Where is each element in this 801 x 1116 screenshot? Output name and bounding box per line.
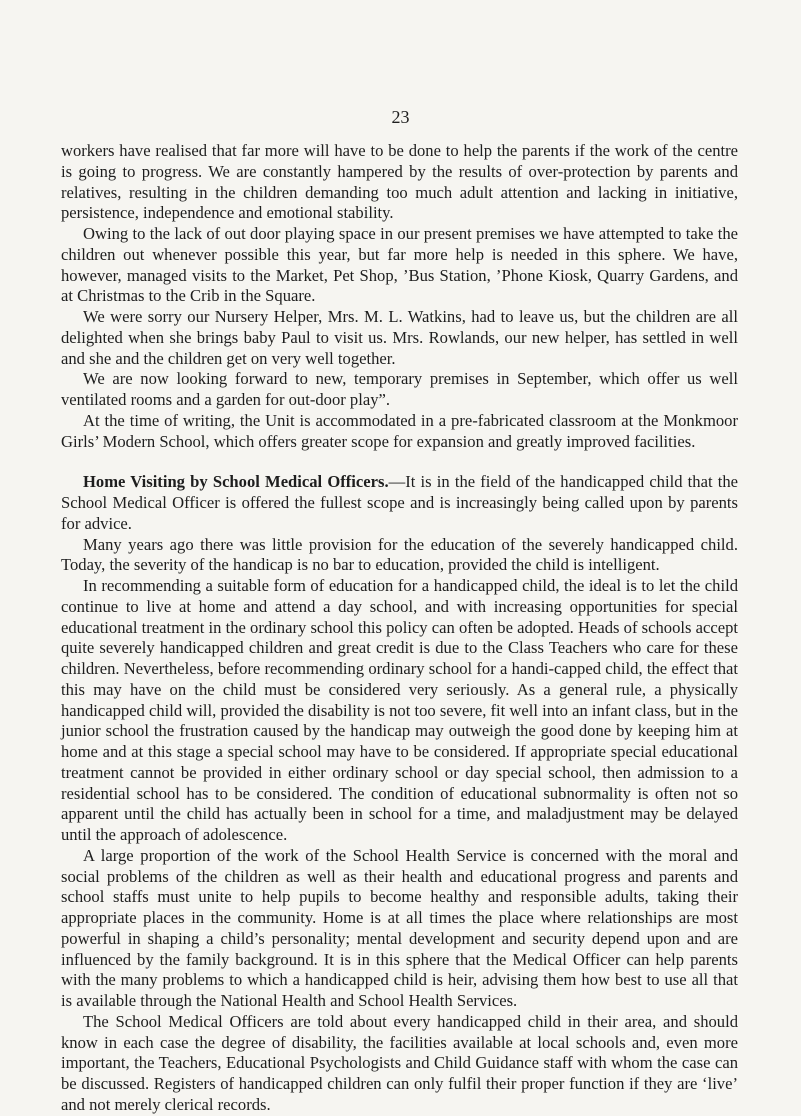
paragraph-nursery-helper: We were sorry our Nursery Helper, Mrs. M. L. Watkins, had to leave us, but the children are all delighted when she brings baby Paul to visit us. Mrs. Rowlands, our new helper, has settled in well and she and the children get on very well together. (61, 307, 738, 368)
paragraph-recommending-education: In recommending a suitable form of education for a handicapped child, the ideal is to let the child continue to live at home and attend a day school, and with increasing opportunities for special educational treatment in the ordinary school this policy can often be adopted. Heads of schools accept quite severely handicapped children and great credit is due to the Class Teachers who care for these children. Nevertheless, before recommending ordinary school for a handi-capped child, the effect that this may have on the child must be considered very seriously. As a general rule, a physically handicapped child will, provided the disability is not too severe, fit well into an infant class, but in the junior school the frustration caused by the handicap may outweigh the good done by keeping him at home and at this stage a special school may have to be considered. If appropriate special educational treatment cannot be provided in either ordinary school or day special school, then admission to a residential school has to be considered. The condition of educational subnormality is often not so apparent until the child has actually been in school for a time, and maladjustment may be delayed until the approach of adolescence. (61, 576, 738, 844)
paragraph-provision-history: Many years ago there was little provision for the education of the severely handicapped child. Today, the severity of the handicap is no bar to education, provided the child is intelligent. (61, 534, 738, 575)
paragraph-moral-social-problems: A large proportion of the work of the School Health Service is concerned with the moral and social problems of the children as well as their health and educational progress and parents and school staffs must unite to help pupils to become healthy and responsible adults, taking their appropriate places in the community. Home is at all times the place where relationships are most powerful in shaping a child’s personality; mental development and security depend upon and are influenced by the family background. It is in this sphere that the Medical Officer can help parents with the many problems to which a handicapped child is heir, advising them how best to use all that is available through the National Health and School Health Services. (61, 845, 738, 1010)
paragraph-current-accommodation: At the time of writing, the Unit is accommodated in a pre-fabricated classroom at the Monkmoor Girls’ Modern School, which offers greater scope for expansion and greatly improved facilities. (61, 410, 738, 451)
paragraph-home-visiting-text: —It is in the field of the handicapped child that the School Medical Officer is offered the fullest scope and is increasingly being called upon by parents for advice. (61, 472, 738, 533)
paragraph-home-visiting (61, 472, 738, 534)
paragraph-work-of-centre: workers have realised that far more will have to be done to help the parents if the work of the centre is going to progress. We are constantly hampered by the results of over-protection by parents and relatives, resulting in the children demanding too much adult attention and lacking in initiative, persistence, independence and emotional stability. (61, 141, 738, 223)
paragraph-new-premises: We are now looking forward to new, temporary premises in September, which offer us well ventilated rooms and a garden for out-door play”. (61, 369, 738, 409)
page-body (61, 141, 738, 1116)
paragraph-outdoor-visits: Owing to the lack of out door playing space in our present premises we have attempted to take the children out whenever possible this year, but far more help is needed in this sphere. We have, however, managed visits to the Market, Pet Shop, ’Bus Station, ’Phone Kiosk, Quarry Gardens, and at Christmas to the Crib in the Square. (61, 224, 738, 306)
section-heading-home-visiting: Home Visiting by School Medical Officers. (83, 472, 389, 492)
paragraph-registers: The School Medical Officers are told about every handicapped child in their area, and should know in each case the degree of disability, the facilities available at local schools and, even more important, the Teachers, Educational Psychologists and Child Guidance staff with whom the case can be discussed. Registers of handicapped children can only fulfil their proper function if they are ‘live’ and not merely clerical records. (61, 1011, 738, 1114)
page-number: 23 (391, 107, 410, 127)
